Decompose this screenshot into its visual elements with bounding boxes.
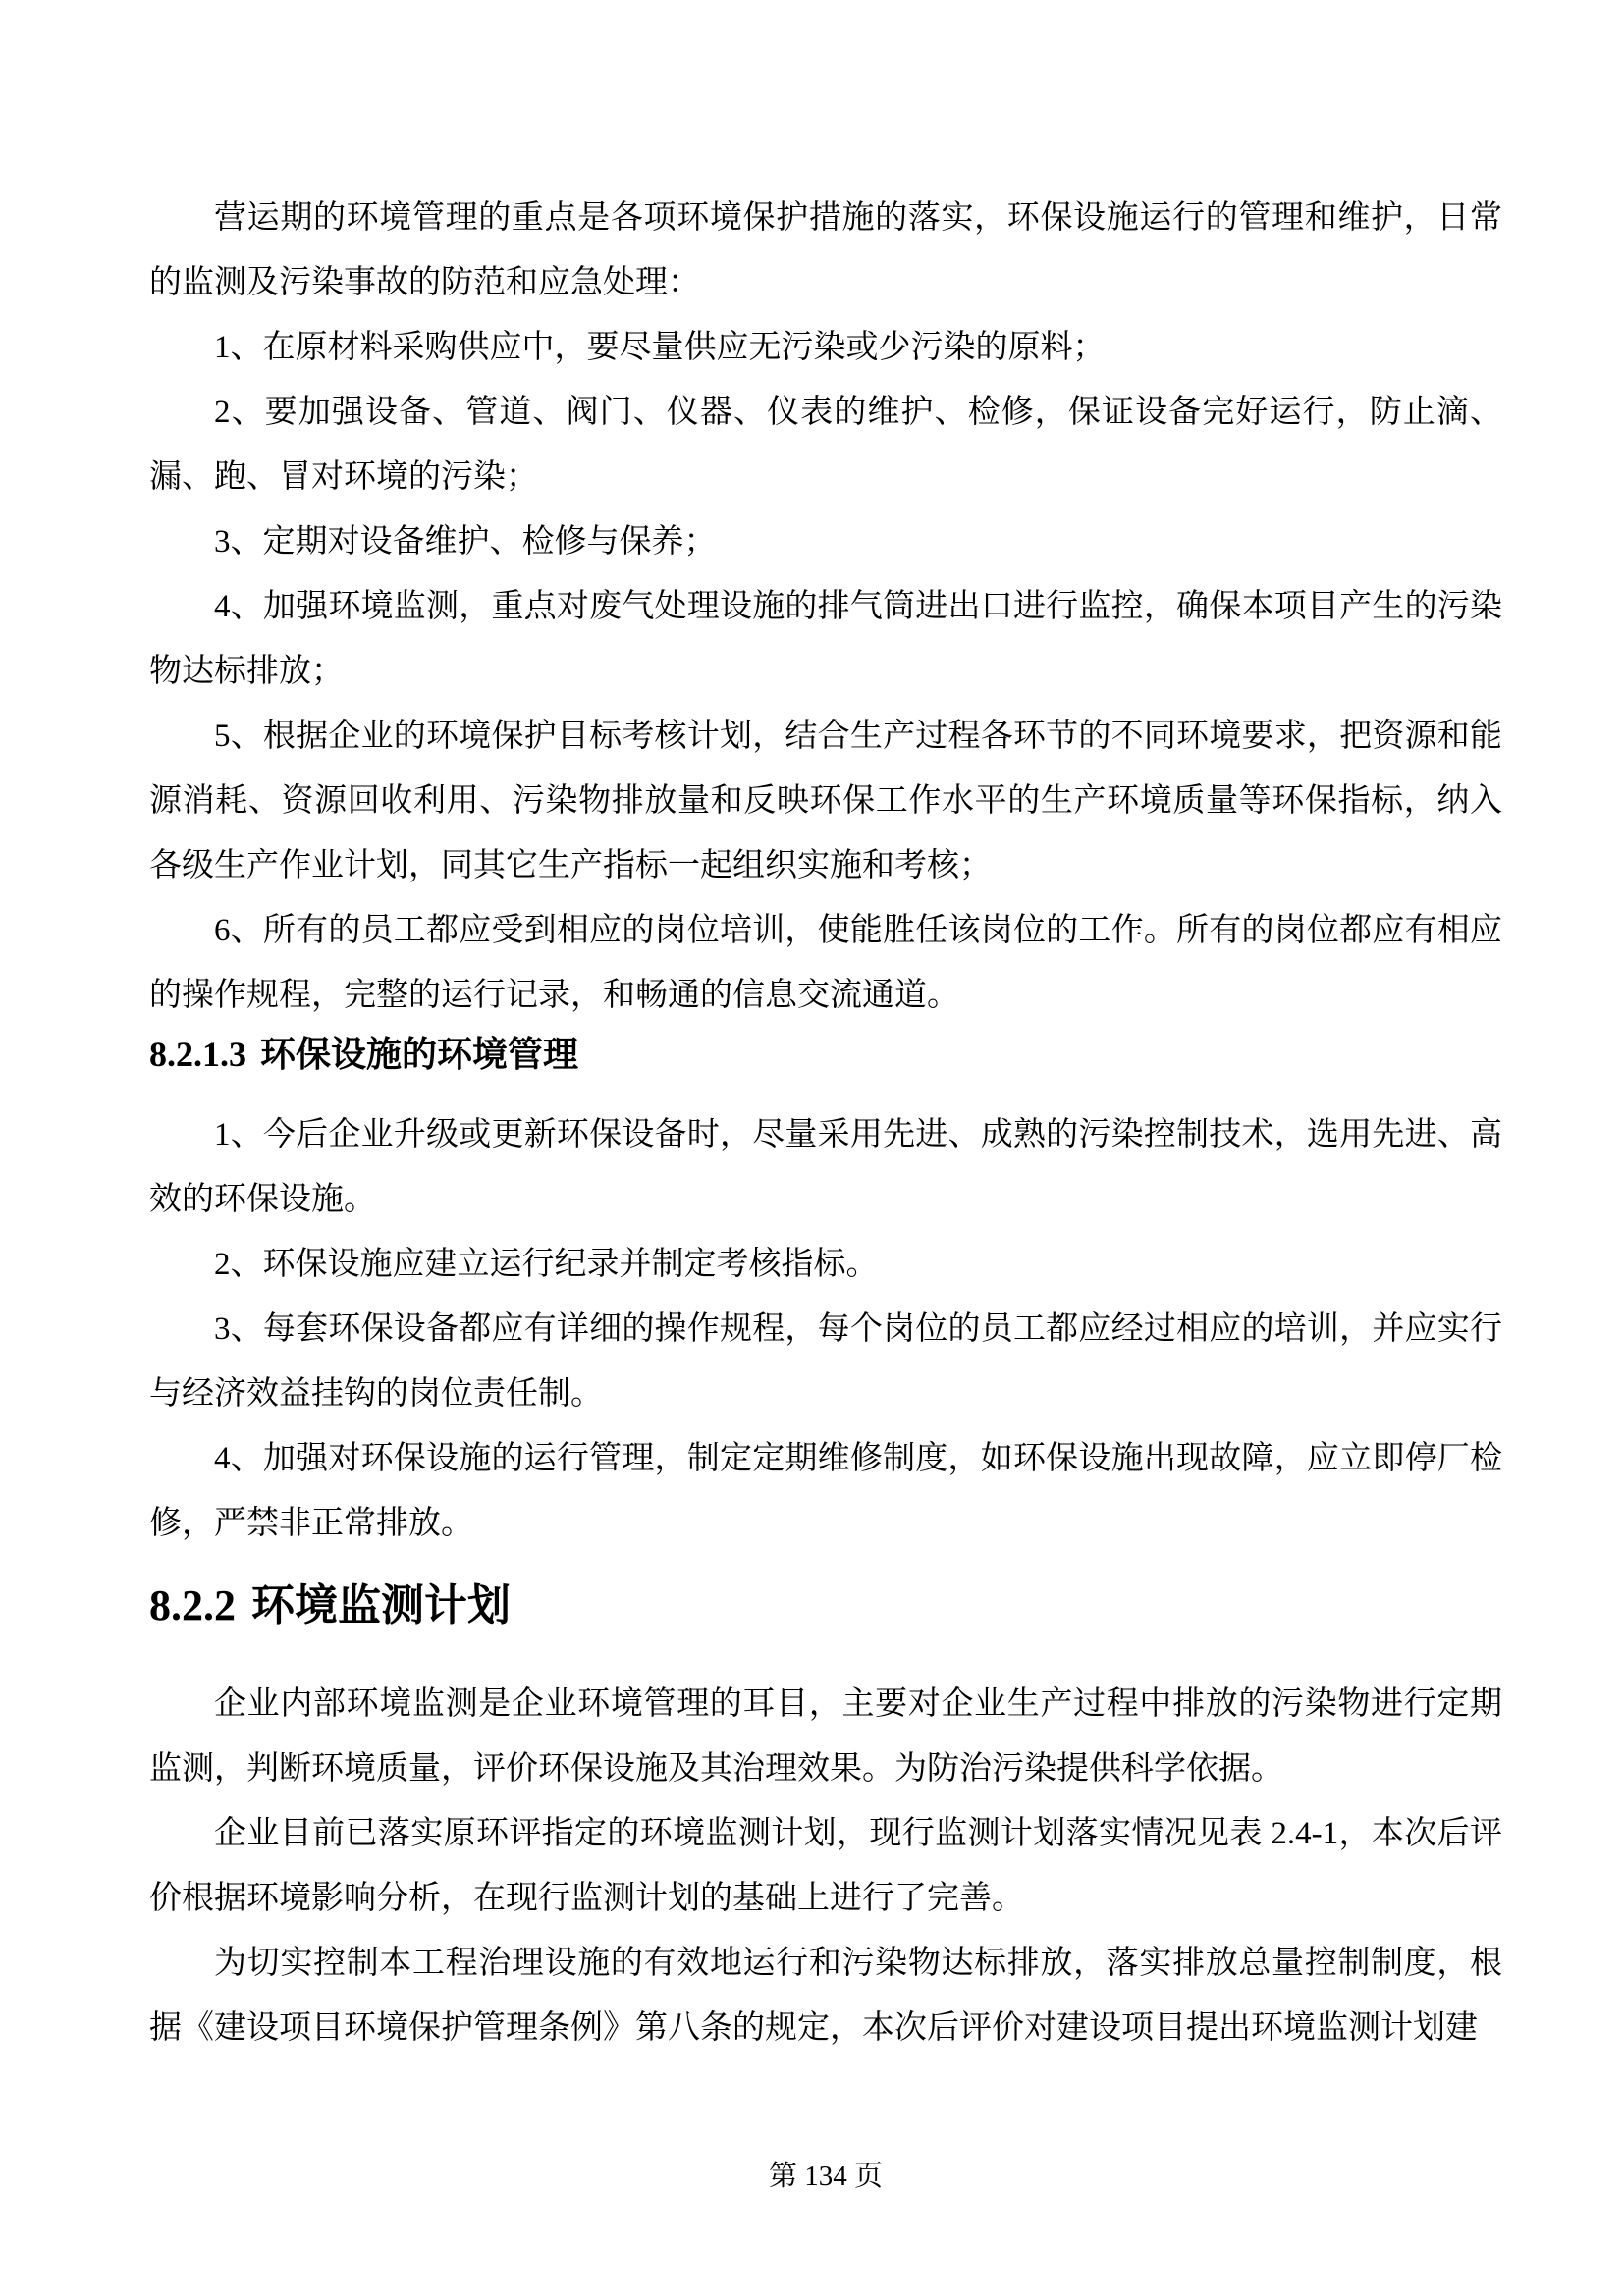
paragraph-monitoring-1: 企业内部环境监测是企业环境管理的耳目，主要对企业生产过程中排放的污染物进行定期监测，判断环境质量，评价环保设施及其治理效果。为防治污染提供科学依据。 (149, 1686, 1502, 1787)
list-item-operation-5: 5、根据企业的环境保护目标考核计划，结合生产过程各环节的不同环境要求，把资源和能源消耗、资源回收利用、污染物排放量和反映环保工作水平的生产环境质量等环保指标，纳入各级生产作业计划，同其它生产指标一起组织实施和考核； (149, 719, 1502, 883)
list-item-facility-2: 2、环保设施应建立运行纪录并制定考核指标。 (214, 1247, 879, 1282)
section-number: 8.2.1.3 (149, 1035, 246, 1074)
list-item-facility-3: 3、每套环保设备都应有详细的操作规程，每个岗位的员工都应经过相应的培训，并应实行与经济效益挂钩的岗位责任制。 (149, 1311, 1502, 1412)
page-number: 第 134 页 (768, 2161, 883, 2192)
section-title: 环境监测计划 (251, 1581, 511, 1629)
section-heading-8-2-1-3 (149, 1032, 1502, 1077)
section-title: 环保设施的环境管理 (260, 1035, 579, 1074)
paragraph-operation-intro: 营运期的环境管理的重点是各项环境保护措施的落实，环保设施运行的管理和维护，日常的监测及污染事故的防范和应急处理： (149, 200, 1502, 300)
list-item-operation-2: 2、要加强设备、管道、阀门、仪器、仪表的维护、检修，保证设备完好运行，防止滴、漏、跑、冒对环境的污染； (149, 395, 1502, 495)
page-footer (149, 2158, 1502, 2195)
section-number: 8.2.2 (149, 1581, 236, 1629)
paragraph-monitoring-3: 为切实控制本工程治理设施的有效地运行和污染物达标排放，落实排放总量控制制度，根据《建设项目环境保护管理条例》第八条的规定，本次后评价对建设项目提出环境监测计划建 (149, 1946, 1502, 2046)
list-item-operation-6: 6、所有的员工都应受到相应的岗位培训，使能胜任该岗位的工作。所有的岗位都应有相应的操作规程，完整的运行记录，和畅通的信息交流通道。 (149, 913, 1502, 1013)
page-content (149, 186, 1502, 2060)
paragraph-monitoring-2: 企业目前已落实原环评指定的环境监测计划，现行监测计划落实情况见表 2.4-1，本次后评价根据环境影响分析，在现行监测计划的基础上进行了完善。 (149, 1816, 1502, 1916)
list-item-operation-3: 3、定期对设备维护、检修与保养； (214, 524, 717, 560)
list-item-operation-4: 4、加强环境监测，重点对废气处理设施的排气筒进出口进行监控，确保本项目产生的污染物达标排放； (149, 589, 1502, 689)
list-item-operation-1: 1、在原材料采购供应中，要尽量供应无污染或少污染的原料； (214, 330, 1106, 365)
list-item-facility-4: 4、加强对环保设施的运行管理，制定定期维修制度，如环保设施出现故障，应立即停厂检修，严禁非正常排放。 (149, 1441, 1502, 1541)
section-heading-8-2-2 (149, 1577, 1502, 1634)
list-item-facility-1: 1、今后企业升级或更新环保设备时，尽量采用先进、成熟的污染控制技术，选用先进、高效的环保设施。 (149, 1117, 1502, 1217)
